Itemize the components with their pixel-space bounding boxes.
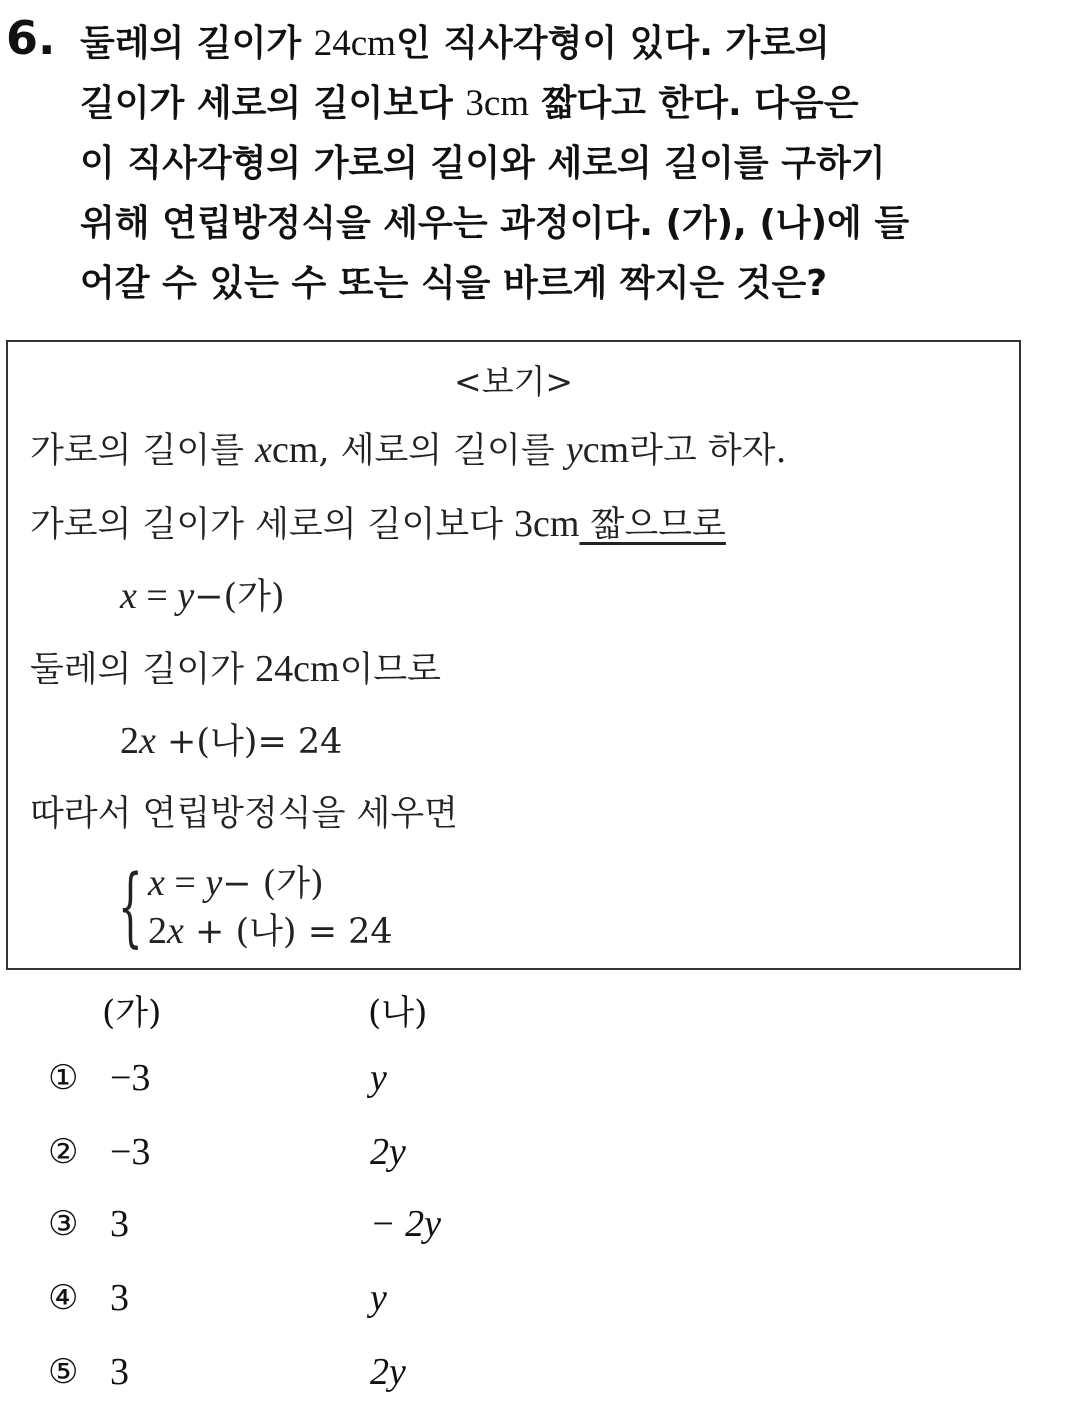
option-ga-value: 3: [110, 1203, 129, 1245]
option-4[interactable]: [0, 1268, 700, 1328]
box-line-1: 가로의 길이를 xcm, 세로의 길이를 ycm라고 하자.: [30, 429, 787, 471]
option-marker: ②: [48, 1132, 79, 1172]
option-ga-value: 3: [110, 1351, 129, 1393]
option-ga-value: 3: [110, 1277, 129, 1319]
option-1[interactable]: [0, 1048, 700, 1108]
option-marker: ③: [48, 1204, 79, 1244]
example-box: [6, 340, 1021, 970]
option-na-value: y: [370, 1277, 387, 1319]
option-ga-value: −3: [110, 1057, 151, 1099]
option-na-value: 2y: [370, 1351, 406, 1393]
box-title: <보기>: [453, 362, 574, 401]
column-header-na: (나): [368, 993, 428, 1033]
system-brace: {: [118, 857, 143, 957]
system-equation-1: x = y− (가): [148, 862, 324, 904]
stem-line-5: 어갈 수 있는 수 또는 식을 바르게 짝지은 것은?: [80, 263, 828, 304]
question-stem: [80, 14, 1050, 314]
option-5[interactable]: [0, 1342, 700, 1402]
option-marker: ①: [48, 1058, 79, 1098]
column-header-ga: (가): [102, 993, 162, 1033]
box-line-6: 따라서 연립방정식을 세우면: [30, 794, 458, 834]
system-equation-2: 2x + (나) = 24: [148, 910, 393, 952]
option-na-value: y: [370, 1057, 387, 1099]
stem-line-4: 위해 연립방정식을 세우는 과정이다. (가), (나)에 들: [80, 203, 910, 244]
stem-line-2: 길이가 세로의 길이보다 3cm 짧다고 한다. 다음은: [80, 83, 859, 124]
option-3[interactable]: [0, 1194, 700, 1254]
box-line-2: 가로의 길이가 세로의 길이보다 3cm 짧으므로: [30, 503, 726, 545]
option-marker: ⑤: [48, 1352, 79, 1392]
box-line-5: 2x +(나)= 24: [120, 720, 343, 762]
option-marker: ④: [48, 1278, 79, 1318]
question-number: 6.: [6, 11, 56, 65]
box-line-3: x = y−(가): [120, 575, 285, 617]
option-na-value: 2y: [370, 1131, 406, 1173]
option-ga-value: −3: [110, 1131, 151, 1173]
option-na-value: − 2y: [370, 1203, 442, 1245]
box-line-4: 둘레의 길이가 24cm이므로: [30, 648, 441, 690]
stem-line-3: 이 직사각형의 가로의 길이와 세로의 길이를 구하기: [80, 143, 886, 184]
option-2[interactable]: [0, 1122, 700, 1182]
stem-line-1: 둘레의 길이가 24cm인 직사각형이 있다. 가로의: [80, 23, 830, 64]
